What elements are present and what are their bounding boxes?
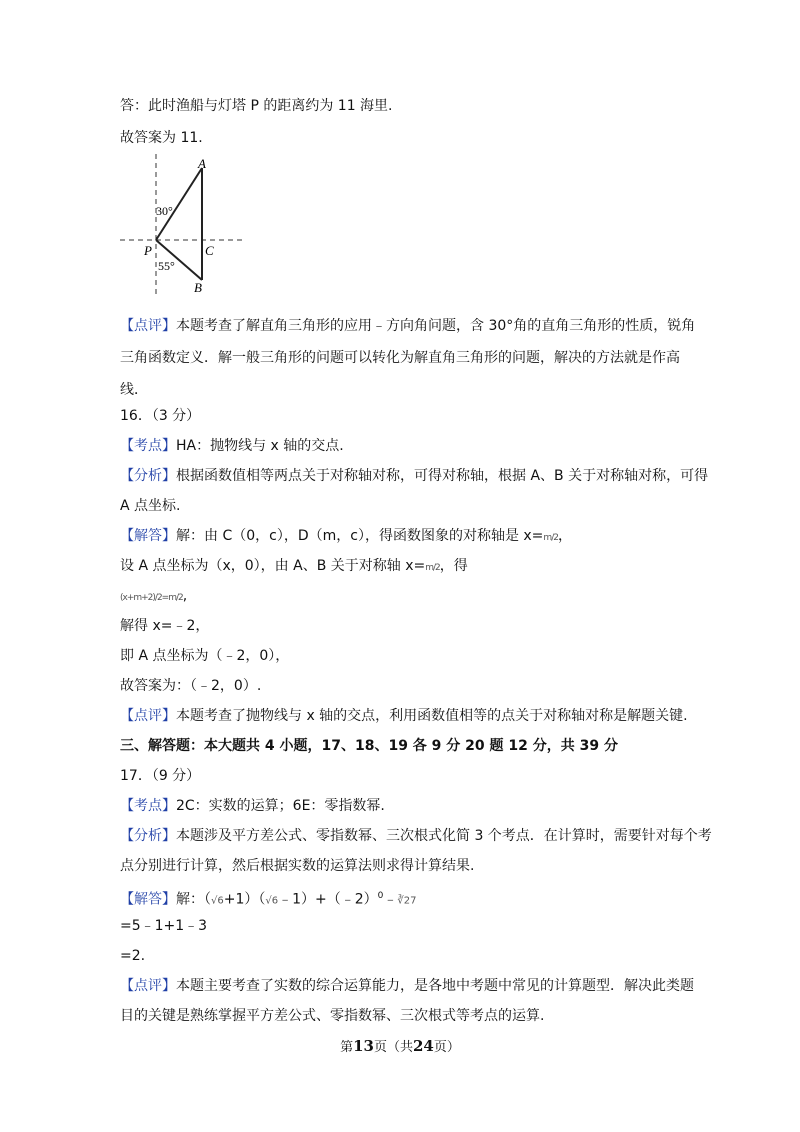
q17-fenxi2: 点分别进行计算，然后根据实数的运算法则求得计算结果. [120, 858, 475, 874]
kaodian-tag: 【考点】 [120, 438, 176, 454]
q17-expr-d: ﹣1）+（﹣2） [278, 891, 378, 908]
q16-jieda3-end: , [182, 588, 188, 604]
dianping-tag: 【点评】 [120, 708, 176, 724]
footer-mid: 页（共 [373, 1040, 413, 1055]
fraction-m-over-2: m/2 [425, 563, 440, 573]
comment15-line3: 线． [120, 382, 148, 398]
q16-jieda2-text: 设 A 点坐标为（x，0），由 A、B 关于对称轴 x= [120, 558, 426, 574]
q17-fenxi1 [120, 826, 712, 846]
cbrt27: ∛27 [397, 895, 417, 907]
answer-line: 答：此时渔船与灯塔 P 的距离约为 11 海里. [120, 98, 393, 114]
q16-jieda5: 即 A 点坐标为（﹣2，0）， [120, 648, 290, 664]
page-total: 24 [413, 1037, 434, 1055]
q16-jieda2 [120, 556, 468, 578]
fenxi-tag: 【分析】 [120, 828, 176, 844]
q17-expr-b: +1）（ [223, 891, 266, 908]
label-A: A [198, 156, 206, 171]
q16-dianping [120, 706, 688, 726]
fenxi-tag: 【分析】 [120, 468, 176, 484]
label-B: B [194, 280, 202, 295]
angle-55: 55° [158, 259, 175, 273]
bearing-diagram [118, 152, 248, 298]
fraction-m-over-2: m/2 [543, 533, 558, 543]
label-P: P [144, 243, 152, 258]
label-C: C [205, 243, 214, 258]
fraction-equation: (x+m+2)/2=m/2 [120, 593, 183, 603]
q17-dianping2: 目的关键是熟练掌握平方差公式、零指数幂、三次根式等考点的运算. [120, 1008, 545, 1024]
jieda-tag: 【解答】 [120, 891, 176, 908]
q16-jieda3 [120, 586, 187, 608]
q17-header: 17．（9 分） [120, 768, 201, 784]
q16-fenxi-text: 根据函数值相等两点关于对称轴对称，可得对称轴，根据 A、B 关于对称轴对称，可得 [176, 468, 709, 484]
q16-jieda4: 解得 x=﹣2， [120, 618, 210, 634]
q17-dianping-text: 本题主要考查了实数的综合运算能力，是各地中考题中常见的计算题型．解决此类题 [176, 978, 694, 994]
q17-fenxi-text: 本题涉及平方差公式、零指数幂、三次根式化简 3 个考点．在计算时，需要针对每个考 [176, 828, 712, 844]
q17-line2: =5﹣1+1﹣3 [120, 918, 208, 934]
q16-dianping-text: 本题考查了抛物线与 x 轴的交点，利用函数值相等的点关于对称轴对称是解题关键. [176, 708, 688, 724]
q16-jieda6: 故答案为：（﹣2，0）. [120, 678, 262, 694]
final-answer: 故答案为 11. [120, 130, 203, 146]
q16-kaodian [120, 436, 344, 456]
comment15-text1: 本题考查了解直角三角形的应用﹣方向角问题，含 30°角的直角三角形的性质，锐角 [176, 318, 696, 334]
q16-jieda2-end: ，得 [439, 558, 468, 574]
q17-expr-e: ﹣ [383, 891, 398, 908]
q17-jieda [120, 886, 417, 912]
comment15-line2: 三角函数定义．解一般三角形的问题可以转化为解直角三角形的问题，解决的方法就是作高 [120, 350, 680, 366]
zero-exponent: 0 [377, 891, 384, 901]
sqrt6-a: √6 [211, 895, 224, 907]
angle-30: 30° [156, 204, 173, 218]
footer-post: 页） [433, 1040, 460, 1055]
q17-line3: =2. [120, 948, 146, 964]
q17-kaodian [120, 796, 385, 816]
q16-fenxi2: A 点坐标. [120, 498, 181, 514]
dianping-tag: 【点评】 [120, 978, 176, 994]
dianping-tag: 【点评】 [120, 318, 176, 334]
comment15-line1 [120, 316, 695, 336]
q16-kaodian-text: HA：抛物线与 x 轴的交点. [176, 438, 344, 454]
page-footer [0, 1036, 800, 1055]
kaodian-tag: 【考点】 [120, 798, 176, 814]
q16-fenxi1 [120, 466, 708, 486]
q16-jieda1: 【解答】解：由 C（0，c），D（m，c），得函数图象的对称轴是 x=m/2， [120, 528, 572, 544]
q16-jieda1-text: 解：由 C（0，c），D（m，c），得函数图象的对称轴是 x= [176, 528, 544, 544]
q17-kaodian-text: 2C：实数的运算；6E：零指数幂. [176, 798, 385, 814]
section3-heading: 三、解答题：本大题共 4 小题，17、18、19 各 9 分 20 题 12 分，共 39 分 [120, 738, 618, 754]
jieda-tag: 【解答】 [120, 528, 176, 544]
q16-header: 16．（3 分） [120, 408, 201, 424]
page-number: 13 [353, 1037, 374, 1055]
footer-pre: 第 [340, 1040, 354, 1055]
sqrt6-b: √6 [265, 895, 279, 907]
q17-jieda-start: 解：（ [176, 891, 211, 908]
q17-dianping1 [120, 976, 694, 996]
